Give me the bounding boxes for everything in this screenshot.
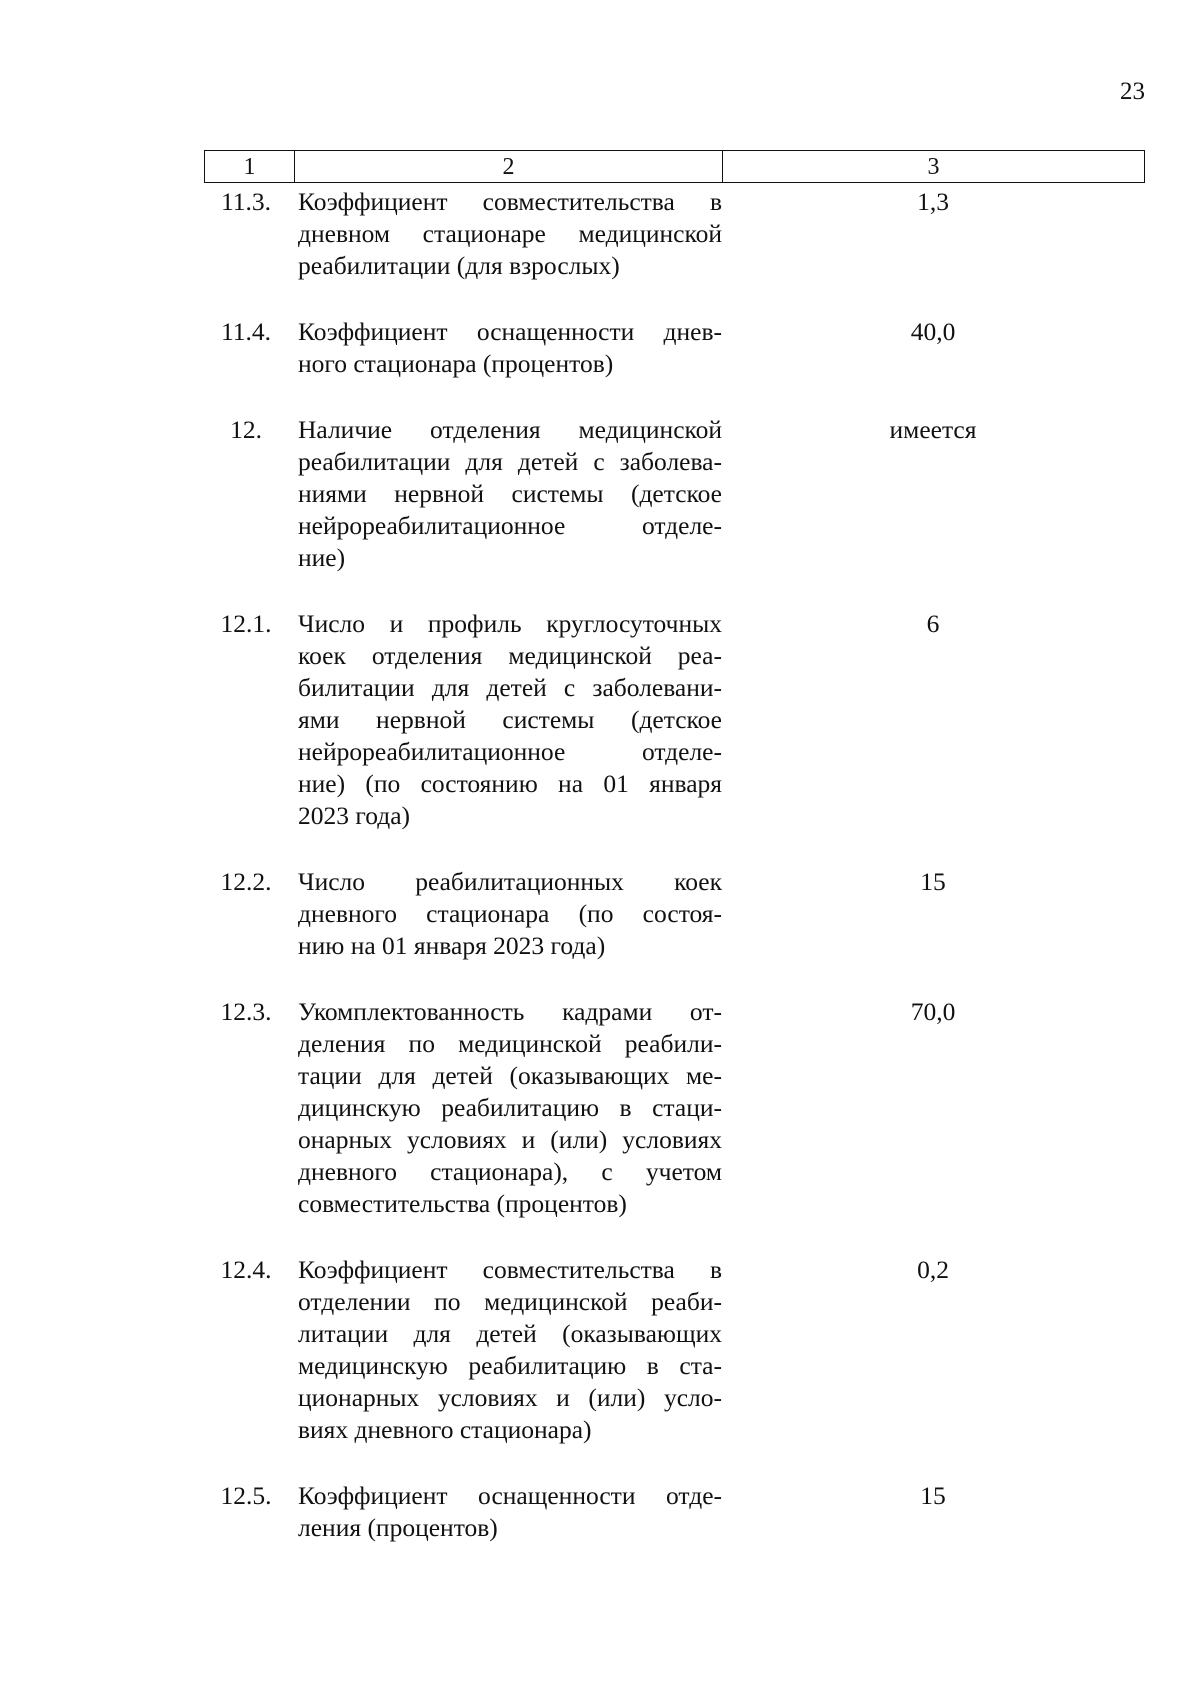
header-col-3: 3 — [723, 151, 1145, 183]
row-number: 12.3. — [220, 997, 272, 1026]
description-line: нию на 01 января 2023 года) — [298, 931, 606, 960]
row-value: 40,0 — [910, 317, 956, 346]
row-value: имеется — [889, 415, 977, 444]
description-line: ного стационара (процентов) — [298, 349, 614, 378]
description-line: дицинскую реабилитацию в стаци- — [298, 1093, 722, 1122]
row-description — [294, 866, 722, 962]
row-value: 1,3 — [917, 187, 949, 216]
description-line: Коэффициент оснащенности отде- — [298, 1481, 722, 1510]
row-number: 12.1. — [220, 609, 272, 638]
description-line: Укомплектованность кадрами от- — [298, 997, 722, 1026]
description-line: Коэффициент совместительства в — [298, 1255, 722, 1284]
description-line: литации для детей (оказывающих — [298, 1319, 722, 1348]
table-row — [204, 316, 1144, 380]
page-number: 23 — [1120, 78, 1145, 105]
row-description — [294, 414, 722, 574]
row-value: 6 — [926, 609, 940, 638]
description-line: онарных условиях и (или) условиях — [298, 1125, 722, 1154]
description-line: медицинскую реабилитацию в ста- — [298, 1351, 722, 1380]
description-line: ние) (по состоянию на 01 января — [298, 769, 722, 798]
description-line: ниями нервной системы (детское — [298, 479, 722, 508]
description-line: Наличие отделения медицинской — [298, 415, 722, 444]
row-number: 12.2. — [220, 867, 272, 896]
header-col-2: 2 — [295, 151, 723, 183]
description-line: Число реабилитационных коек — [298, 867, 722, 896]
description-line: ние) — [298, 543, 346, 572]
description-line: нейрореабилитационное отделе- — [298, 511, 722, 540]
row-description — [294, 1480, 722, 1544]
description-line: дневном стационаре медицинской — [298, 219, 722, 248]
table-row — [204, 1480, 1144, 1544]
row-number: 12. — [230, 415, 262, 444]
header-col-1: 1 — [205, 151, 295, 183]
row-description — [294, 1254, 722, 1446]
table-row — [204, 608, 1144, 832]
description-line: совместительства (процентов) — [298, 1189, 627, 1218]
row-value: 15 — [920, 867, 946, 896]
description-line: реабилитации для детей с заболева- — [298, 447, 722, 476]
row-value: 70,0 — [910, 997, 956, 1026]
row-number: 11.4. — [220, 317, 272, 346]
table-row — [204, 866, 1144, 962]
row-description — [294, 186, 722, 282]
description-line: ционарных условиях и (или) усло- — [298, 1383, 722, 1412]
description-line: Коэффициент совместительства в — [298, 187, 722, 216]
description-line: реабилитации (для взрослых) — [298, 251, 620, 280]
table-row — [204, 1254, 1144, 1446]
description-line: виях дневного стационара) — [298, 1415, 592, 1444]
row-value: 15 — [920, 1481, 946, 1510]
row-number: 12.4. — [220, 1255, 272, 1284]
description-line: тации для детей (оказывающих ме- — [298, 1061, 722, 1090]
description-line: 2023 года) — [298, 801, 410, 830]
description-line: ями нервной системы (детское — [298, 705, 722, 734]
table-body — [204, 186, 1144, 1544]
description-line: билитации для детей с заболевани- — [298, 673, 722, 702]
table-header — [204, 150, 1145, 183]
table-row — [204, 186, 1144, 282]
row-number: 12.5. — [220, 1481, 272, 1510]
description-line: ления (процентов) — [298, 1513, 498, 1542]
row-description — [294, 996, 722, 1220]
row-description — [294, 316, 722, 380]
description-line: деления по медицинской реабили- — [298, 1029, 722, 1058]
table-row — [204, 996, 1144, 1220]
description-line: дневного стационара), с учетом — [298, 1157, 722, 1186]
row-description — [294, 608, 722, 832]
table-row — [204, 414, 1144, 574]
row-value: 0,2 — [917, 1255, 949, 1284]
description-line: Коэффициент оснащенности днев- — [298, 317, 722, 346]
row-number: 11.3. — [220, 187, 272, 216]
description-line: дневного стационара (по состоя- — [298, 899, 722, 928]
description-line: нейрореабилитационное отделе- — [298, 737, 722, 766]
description-line: коек отделения медицинской реа- — [298, 641, 722, 670]
description-line: отделении по медицинской реаби- — [298, 1287, 722, 1316]
description-line: Число и профиль круглосуточных — [298, 609, 722, 638]
